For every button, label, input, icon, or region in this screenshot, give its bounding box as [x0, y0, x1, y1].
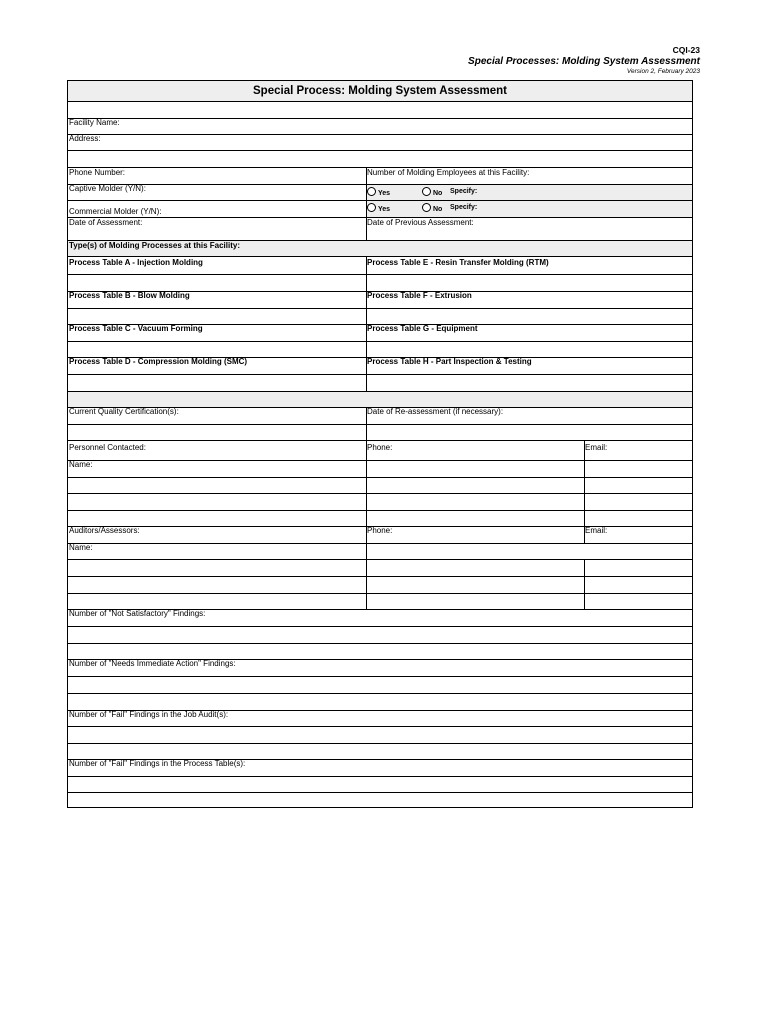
not-satisfactory-findings-label: Number of "Not Satisfactory" Findings: [69, 609, 206, 618]
date-of-previous-assessment-label: Date of Previous Assessment: [367, 218, 474, 227]
process-table-g-label: Process Table G - Equipment [367, 324, 478, 333]
auditors-name-label: Name: [69, 543, 93, 552]
auditors-phone-label: Phone: [367, 526, 393, 535]
document-title: Special Processes: Molding System Assessment [468, 56, 700, 67]
radio-icon[interactable] [422, 187, 431, 196]
form-title: Special Process: Molding System Assessment [253, 85, 507, 97]
commercial-specify-label: Specify: [450, 204, 478, 211]
personnel-name-label: Name: [69, 460, 93, 469]
personnel-email-label: Email: [585, 443, 608, 452]
assessment-form [67, 80, 693, 808]
phone-number-label: Phone Number: [69, 168, 126, 177]
commercial-options-shade [366, 201, 692, 217]
auditors-label: Auditors/Assessors: [69, 526, 140, 535]
auditors-email-label: Email: [585, 526, 608, 535]
captive-specify-label: Specify: [450, 188, 478, 195]
radio-icon[interactable] [367, 187, 376, 196]
commercial-molder-label: Commercial Molder (Y/N): [69, 207, 162, 216]
captive-no-option[interactable]: No [422, 187, 442, 199]
process-table-b-label: Process Table B - Blow Molding [69, 291, 190, 300]
radio-icon[interactable] [367, 203, 376, 212]
needs-immediate-action-label: Number of "Needs Immediate Action" Findings: [69, 659, 236, 668]
process-table-h-label: Process Table H - Part Inspection & Testing [367, 357, 532, 366]
document-version: Version 2, February 2023 [626, 68, 700, 75]
personnel-phone-label: Phone: [367, 443, 393, 452]
radio-icon[interactable] [422, 203, 431, 212]
process-table-f-label: Process Table F - Extrusion [367, 291, 472, 300]
fail-process-table-label: Number of "Fail" Findings in the Process Table(s): [69, 759, 246, 768]
fail-job-audit-label: Number of "Fail" Findings in the Job Audit(s): [69, 710, 229, 719]
captive-options-shade [366, 184, 692, 200]
personnel-contacted-label: Personnel Contacted: [69, 443, 146, 452]
process-table-a-label: Process Table A - Injection Molding [69, 258, 203, 267]
molding-employees-label: Number of Molding Employees at this Facility: [367, 168, 530, 177]
date-of-assessment-label: Date of Assessment: [69, 218, 143, 227]
process-types-heading: Type(s) of Molding Processes at this Facility: [69, 241, 240, 250]
current-certification-label: Current Quality Certification(s): [69, 407, 179, 416]
captive-yes-option[interactable]: Yes [367, 187, 390, 199]
spacer-shade [68, 391, 692, 407]
process-table-c-label: Process Table C - Vacuum Forming [69, 324, 203, 333]
process-table-e-label: Process Table E - Resin Transfer Molding (RTM) [367, 258, 549, 267]
document-id: CQI-23 [672, 45, 700, 55]
process-table-d-label: Process Table D - Compression Molding (SMC) [69, 357, 248, 366]
address-label: Address: [69, 134, 101, 143]
captive-molder-label: Captive Molder (Y/N): [69, 184, 146, 193]
commercial-no-option[interactable]: No [422, 203, 442, 215]
facility-name-label: Facility Name: [69, 118, 120, 127]
commercial-yes-option[interactable]: Yes [367, 203, 390, 215]
date-of-reassessment-label: Date of Re-assessment (if necessary): [367, 407, 504, 416]
